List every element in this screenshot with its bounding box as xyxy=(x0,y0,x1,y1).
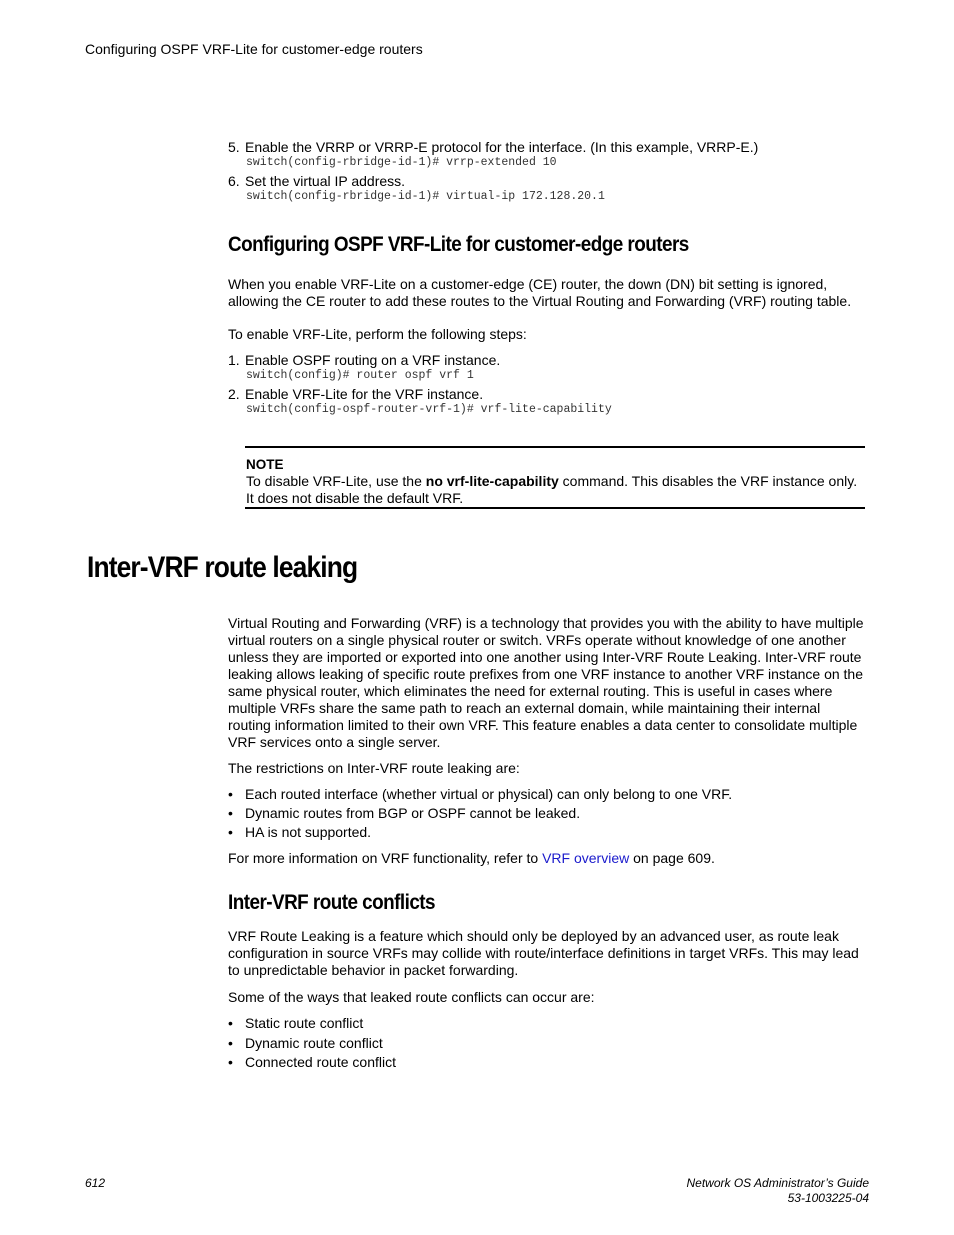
code-line: switch(config)# router ospf vrf 1 xyxy=(246,369,474,382)
step-6 xyxy=(228,173,405,190)
paragraph: Virtual Routing and Forwarding (VRF) is a technology that provides you with the ability to have multiple virtual routers on a single physical router or switch. VRFs operate without knowledge of one another unless they are imported or exported into one another using Inter-VRF Route Leaking. Inter-VRF route leaking allows leaking of specific route prefixes from one VRF instance to another VRF instance on the same physical router, which eliminates the need for external routing. This is useful in cases where multiple VRFs share the same path to reach an external domain, while maintaining their internal routing information limited to their own VRF. This feature enables a data center to consolidate multiple VRF services onto a single server. xyxy=(228,615,864,750)
page-number: 612 xyxy=(85,1176,106,1190)
step-text: Enable OSPF routing on a VRF instance. xyxy=(245,352,501,368)
step-number: 5. xyxy=(228,139,240,155)
doc-number: 53-1003225-04 xyxy=(787,1191,869,1205)
paragraph: Some of the ways that leaked route conflicts can occur are: xyxy=(228,989,595,1005)
note-title: NOTE xyxy=(246,457,284,472)
list-item: • Dynamic routes from BGP or OSPF cannot be leaked. xyxy=(228,805,581,821)
list-item: • Static route conflict xyxy=(228,1015,364,1031)
section-heading: Inter-VRF route conflicts xyxy=(228,891,436,914)
list-item: • Each routed interface (whether virtual or physical) can only belong to one VRF. xyxy=(228,786,733,802)
step-text: Set the virtual IP address. xyxy=(245,173,406,189)
code-line: switch(config-ospf-router-vrf-1)# vrf-lite-capability xyxy=(246,403,612,416)
step-text: Enable the VRRP or VRRP-E protocol for the interface. (In this example, VRRP-E.) xyxy=(245,139,759,155)
paragraph: The restrictions on Inter-VRF route leaking are: xyxy=(228,760,520,776)
footer-doc-info xyxy=(686,1176,869,1206)
step-5 xyxy=(228,139,758,156)
code-line: switch(config-rbridge-id-1)# virtual-ip 172.128.20.1 xyxy=(246,190,605,203)
list-item: • HA is not supported. xyxy=(228,824,372,840)
step-text: Enable VRF-Lite for the VRF instance. xyxy=(245,386,484,402)
chapter-heading: Inter-VRF route leaking xyxy=(87,551,358,584)
step-2 xyxy=(228,386,483,403)
paragraph: VRF Route Leaking is a feature which should only be deployed by an advanced user, as route leak configuration in source VRFs may collide with route/interface definitions in target VRFs. This may lead to unpredictable behavior in packet forwarding. xyxy=(228,928,859,978)
step-number: 1. xyxy=(228,352,240,368)
vrf-overview-link[interactable]: VRF overview xyxy=(542,850,630,866)
guide-title: Network OS Administrator’s Guide xyxy=(686,1176,869,1190)
list-item: • Dynamic route conflict xyxy=(228,1035,383,1051)
list-item: • Connected route conflict xyxy=(228,1054,396,1070)
paragraph: When you enable VRF-Lite on a customer-edge (CE) router, the down (DN) bit setting is ignored, allowing the CE router to add these routes to the Virtual Routing and Forwarding (VRF) routing table. xyxy=(228,276,852,309)
step-number: 6. xyxy=(228,173,240,189)
note-text: To disable VRF-Lite, use the no vrf-lite-capability command. This disables the VRF instance only. It does not disable the default VRF. xyxy=(246,473,858,506)
note-box xyxy=(245,446,865,509)
code-line: switch(config-rbridge-id-1)# vrrp-extended 10 xyxy=(246,156,557,169)
section-heading: Configuring OSPF VRF-Lite for customer-edge routers xyxy=(228,233,689,256)
step-number: 2. xyxy=(228,386,240,402)
paragraph: To enable VRF-Lite, perform the following steps: xyxy=(228,326,527,342)
more-info-paragraph: For more information on VRF functionality, refer to VRF overview on page 609. xyxy=(228,850,715,866)
running-header: Configuring OSPF VRF-Lite for customer-edge routers xyxy=(85,41,423,57)
note-command: no vrf-lite-capability xyxy=(425,473,559,489)
step-1 xyxy=(228,352,500,369)
